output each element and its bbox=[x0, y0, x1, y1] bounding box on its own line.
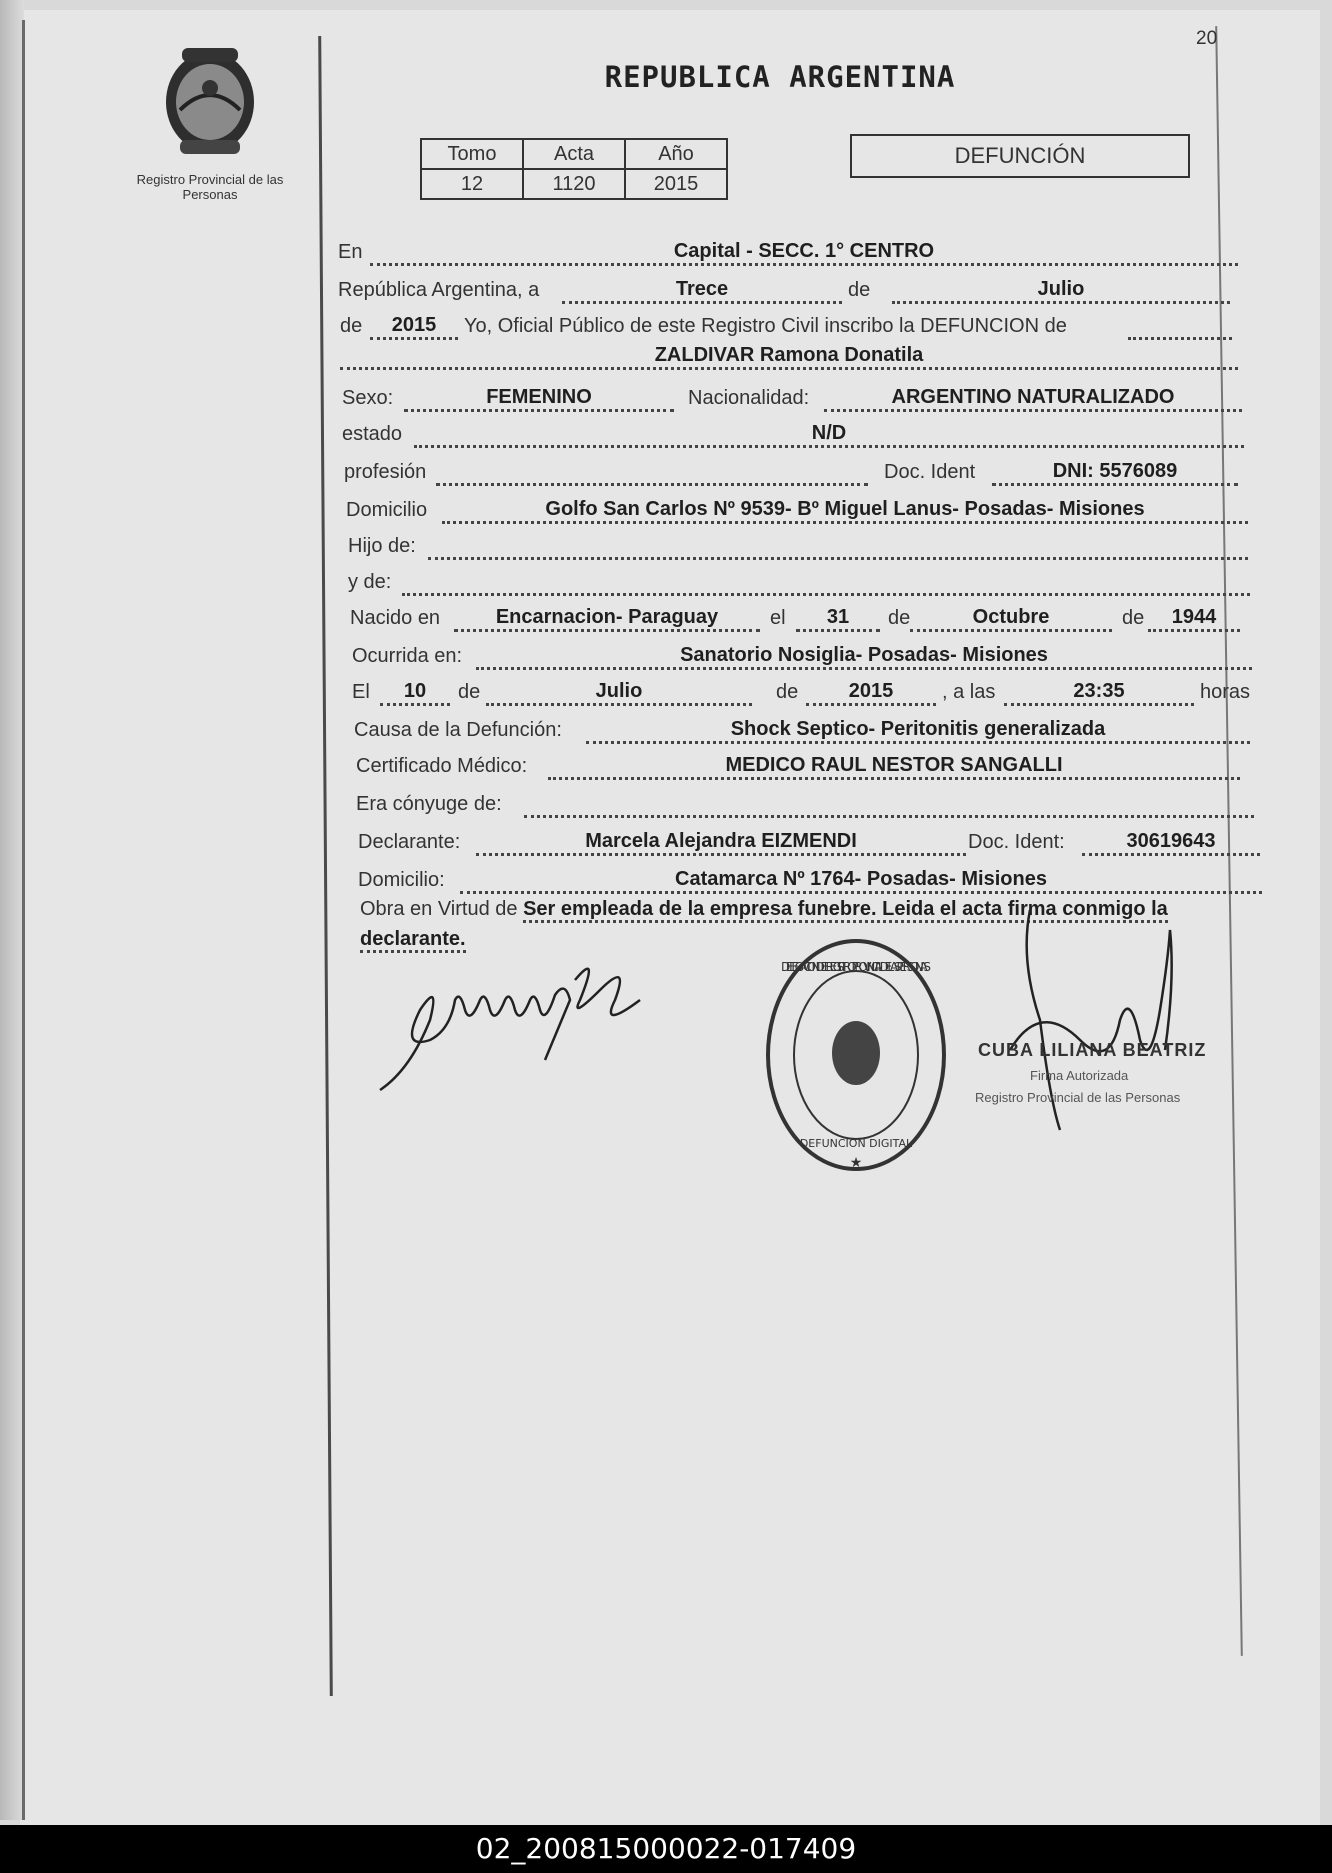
row-profesion bbox=[344, 456, 1238, 486]
estado-label: estado bbox=[342, 423, 403, 445]
domicilio-label: Domicilio bbox=[346, 499, 428, 521]
anio-value: 2015 bbox=[625, 169, 727, 199]
nac-mes-field: Octubre bbox=[910, 605, 1112, 632]
y-de-label: y de: bbox=[348, 571, 392, 593]
nacionalidad-field: ARGENTINO NATURALIZADO bbox=[824, 385, 1242, 412]
lugar-field: Capital - SECC. 1° CENTRO bbox=[370, 239, 1238, 266]
decl-domicilio-label: Domicilio: bbox=[358, 869, 445, 891]
scan-footer-id: 02_200815000022-017409 bbox=[0, 1825, 1332, 1873]
inscribo-trailing-field bbox=[1128, 313, 1232, 340]
page-edge bbox=[0, 0, 24, 1820]
left-margin-line bbox=[22, 20, 25, 1820]
registry-label: Registro Provincial de las Personas bbox=[136, 172, 284, 202]
de-label: de bbox=[888, 607, 911, 629]
anio-label: Año bbox=[625, 139, 727, 169]
decl-doc-field: 30619643 bbox=[1082, 829, 1260, 856]
row-causa bbox=[354, 714, 1250, 744]
record-number-table bbox=[420, 138, 728, 200]
ocurrida-label: Ocurrida en: bbox=[352, 645, 463, 667]
row-estado bbox=[342, 418, 1244, 448]
y-de-field bbox=[402, 569, 1250, 596]
nacido-en-field: Encarnacion- Paraguay bbox=[454, 605, 760, 632]
tomo-value: 12 bbox=[421, 169, 523, 199]
anio-acta-field: 2015 bbox=[370, 313, 458, 340]
obra-field: Ser empleada de la empresa funebre. Leida el acta firma conmigo la declarante. bbox=[360, 898, 1168, 953]
acta-value: 1120 bbox=[523, 169, 625, 199]
profesion-label: profesión bbox=[344, 461, 427, 483]
certificado-field: MEDICO RAUL NESTOR SANGALLI bbox=[548, 753, 1240, 780]
row-lugar bbox=[338, 236, 1238, 266]
sexo-label: Sexo: bbox=[342, 387, 394, 409]
province-shield-logo bbox=[150, 40, 270, 160]
inscribo-text: Yo, Oficial Público de este Registro Civil inscribo la DEFUNCION de bbox=[464, 315, 1067, 337]
estado-field: N/D bbox=[414, 421, 1244, 448]
en-label: En bbox=[338, 241, 363, 263]
doc-label: Doc. Ident bbox=[884, 461, 976, 483]
de-label: de bbox=[458, 681, 481, 703]
row-certificado bbox=[356, 750, 1240, 780]
declarante-field: Marcela Alejandra EIZMENDI bbox=[476, 829, 966, 856]
row-declarante bbox=[358, 826, 1260, 856]
nac-dia-field: 31 bbox=[796, 605, 880, 632]
seal-star-icon: ★ bbox=[849, 1154, 863, 1170]
declarante-signature bbox=[370, 940, 680, 1100]
el-label: el bbox=[770, 607, 786, 629]
sexo-field: FEMENINO bbox=[404, 385, 674, 412]
row-fecha-defuncion bbox=[352, 676, 1252, 706]
conyuge-field bbox=[524, 791, 1254, 818]
causa-label: Causa de la Defunción: bbox=[354, 719, 562, 741]
official-name: CUBA LILIANA BEATRIZ bbox=[978, 1040, 1207, 1060]
de-label: de bbox=[1122, 607, 1145, 629]
obra-label: Obra en Virtud de bbox=[360, 898, 518, 920]
row-inscripcion bbox=[340, 310, 1232, 340]
hijo-field bbox=[428, 533, 1248, 560]
horas-label: horas bbox=[1200, 681, 1251, 703]
mes-field: Julio bbox=[892, 277, 1230, 304]
hijo-label: Hijo de: bbox=[348, 535, 416, 557]
profesion-field bbox=[436, 459, 868, 486]
decl-doc-label: Doc. Ident: bbox=[968, 831, 1065, 853]
page-number: 20 bbox=[1196, 28, 1218, 49]
official-role: Firma Autorizada bbox=[1030, 1068, 1129, 1083]
row-fecha bbox=[338, 274, 1230, 304]
tomo-label: Tomo bbox=[421, 139, 523, 169]
seal-inner-text: DEFUNCION DIGITAL bbox=[799, 1137, 913, 1150]
row-sexo bbox=[342, 382, 1242, 412]
de-label: de bbox=[340, 315, 363, 337]
doc-field: DNI: 5576089 bbox=[992, 459, 1238, 486]
official-signature bbox=[1000, 900, 1200, 1150]
nacionalidad-label: Nacionalidad: bbox=[688, 387, 810, 409]
official-office: Registro Provincial de las Personas bbox=[975, 1090, 1181, 1105]
seal-ring-text: DELEGACION DEL REGISTRO PROVINCIAL DE LAS PERSONAS bbox=[781, 960, 931, 974]
row-domicilio bbox=[346, 494, 1248, 524]
El-label: El bbox=[352, 681, 370, 703]
nac-anio-field: 1944 bbox=[1148, 605, 1240, 632]
ocurrida-field: Sanatorio Nosiglia- Posadas- Misiones bbox=[476, 643, 1252, 670]
decl-domicilio-field: Catamarca Nº 1764- Posadas- Misiones bbox=[460, 867, 1262, 894]
document-title: REPUBLICA ARGENTINA bbox=[604, 60, 956, 94]
domicilio-field: Golfo San Carlos Nº 9539- Bº Miguel Lanus- Posadas- Misiones bbox=[442, 497, 1248, 524]
dia-field: Trece bbox=[562, 277, 842, 304]
row-hijo bbox=[348, 530, 1248, 560]
a-las-label: , a las bbox=[942, 681, 996, 703]
def-mes-field: Julio bbox=[486, 679, 752, 706]
official-seal bbox=[762, 935, 950, 1175]
record-type-box: DEFUNCIÓN bbox=[850, 134, 1190, 178]
causa-field: Shock Septico- Peritonitis generalizada bbox=[586, 717, 1250, 744]
hora-field: 23:35 bbox=[1004, 679, 1194, 706]
nacido-label: Nacido en bbox=[350, 607, 441, 629]
row-decl-domicilio bbox=[358, 864, 1262, 894]
de-label: de bbox=[848, 279, 871, 301]
conyuge-label: Era cónyuge de: bbox=[356, 793, 502, 815]
row-ocurrida bbox=[352, 640, 1252, 670]
row-conyuge bbox=[356, 788, 1254, 818]
row-y-de bbox=[348, 566, 1250, 596]
republica-label: República Argentina, a bbox=[338, 279, 540, 301]
def-anio-field: 2015 bbox=[806, 679, 936, 706]
nombre-field: ZALDIVAR Ramona Donatila bbox=[340, 343, 1238, 370]
row-nombre bbox=[340, 340, 1238, 370]
declarante-label: Declarante: bbox=[358, 831, 461, 853]
de-label: de bbox=[776, 681, 799, 703]
certificado-label: Certificado Médico: bbox=[356, 755, 528, 777]
row-nacimiento bbox=[350, 602, 1240, 632]
def-dia-field: 10 bbox=[380, 679, 450, 706]
acta-label: Acta bbox=[523, 139, 625, 169]
